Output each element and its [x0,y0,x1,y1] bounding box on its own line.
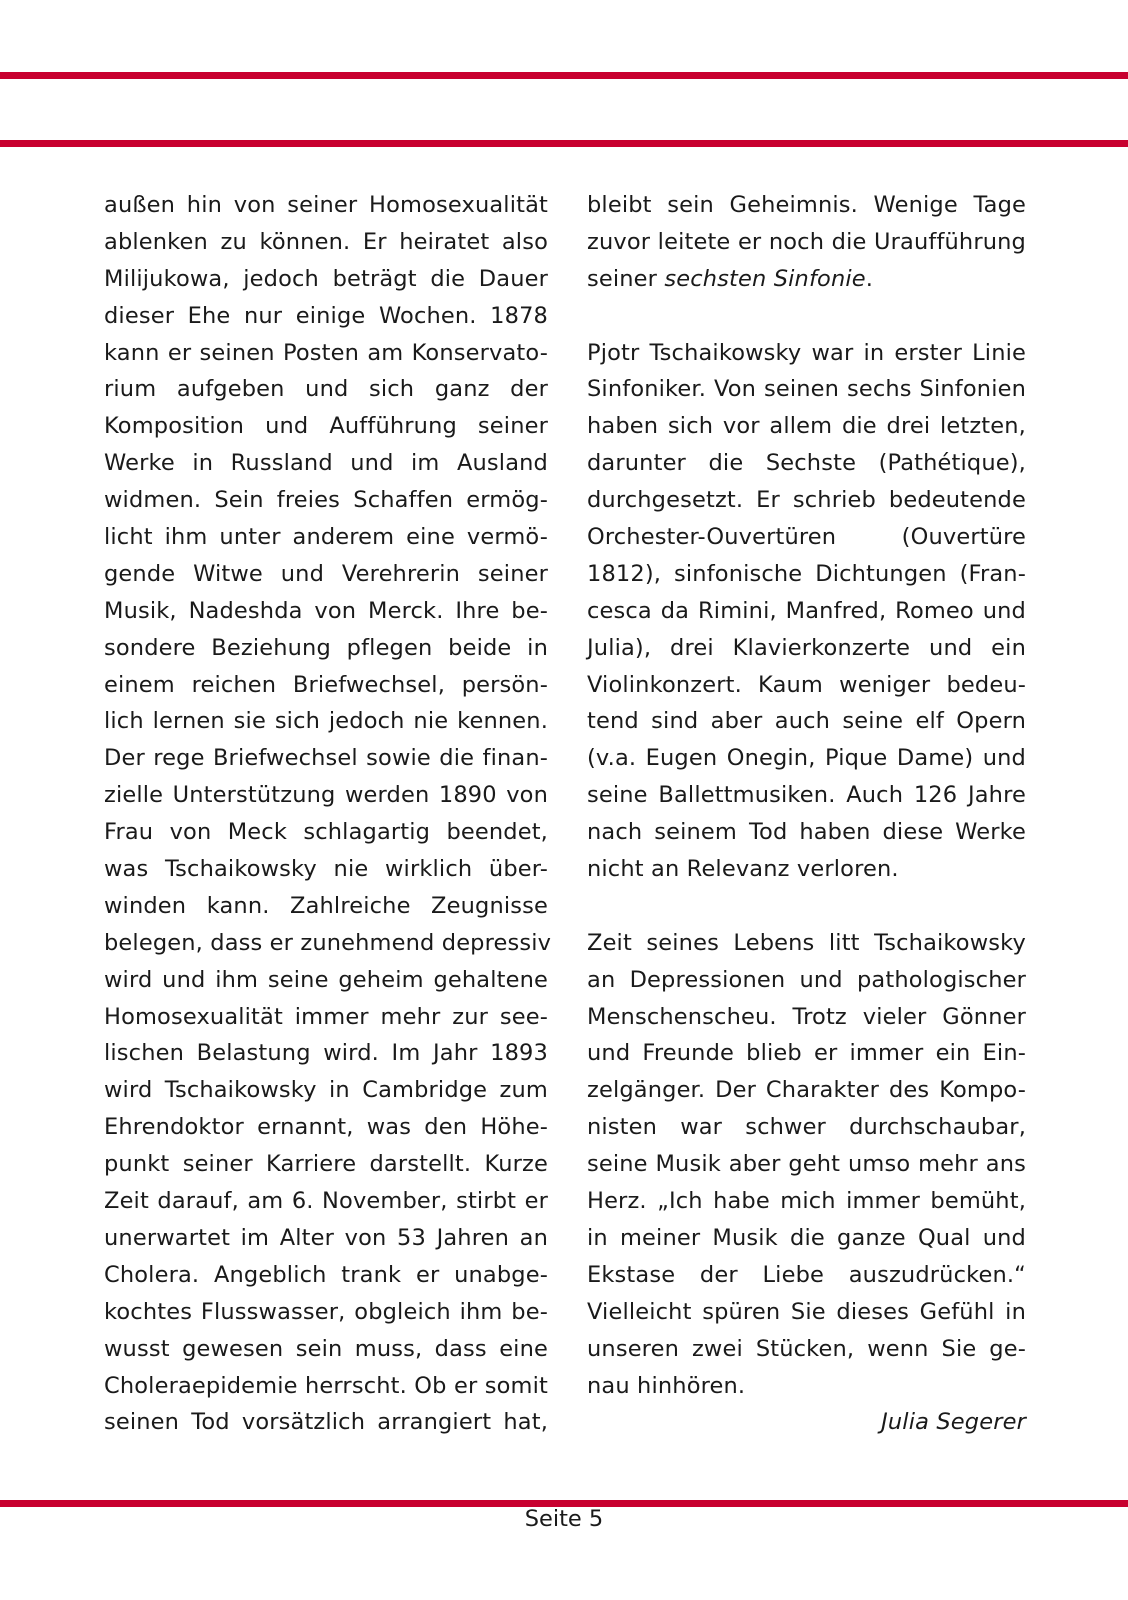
page-footer [0,1500,1128,1534]
text-line: Frau von Meck schlagartig beendet, [104,819,548,846]
paragraph-gap [587,888,1026,925]
text-line: bleibt sein Geheimnis. Wenige Tage [587,192,1026,218]
text-line: Menschenscheu. Trotz vieler Gönner [587,1003,1026,1030]
text-line: einem reichen Briefwechsel, persön- [104,671,548,698]
text-line: Julia), drei Klavierkonzerte und ein [587,634,1026,661]
text-line: Zeit darauf, am 6. November, stirbt er [104,1188,548,1215]
text-line: 1812), sinfonische Dichtungen (Fran- [587,560,1026,587]
text-line: zelgänger. Der Charakter des Kompo- [587,1077,1026,1104]
text-line: Milijukowa, jedoch beträgt die Dauer [104,265,548,292]
text-line: Zeit seines Lebens litt Tschaikowsky [587,929,1026,956]
left-text-column [104,187,552,1441]
text-line: winden kann. Zahlreiche Zeugnisse [104,892,548,919]
text-line: Der rege Briefwechsel sowie die finan- [104,745,548,772]
text-line: lischen Belastung wird. Im Jahr 1893 [104,1040,548,1067]
text-line: sondere Beziehung pflegen beide in [104,634,548,661]
text-line: in meiner Musik die ganze Qual und [587,1224,1026,1251]
page-number: Seite 5 [524,1506,604,1532]
text-line: unerwartet im Alter von 53 Jahren an [104,1224,548,1251]
text-line: tend sind aber auch seine elf Opern [587,708,1026,735]
text-line: Pjotr Tschaikowsky war in erster Linie [587,339,1026,366]
text-line: nau hinhören. [587,1372,746,1399]
text-line: wird Tschaikowsky in Cambridge zum [104,1077,548,1104]
text-line: seine Ballettmusiken. Auch 126 Jahre [587,782,1026,809]
paragraph-character [587,925,1026,1405]
text-line: außen hin von seiner Homosexualität [104,192,548,218]
text-line: Herz. „Ich habe mich immer bemüht, [587,1188,1026,1215]
text-line: rium aufgeben und sich ganz der [104,376,548,403]
text-line: gende Witwe und Verehrerin seiner [104,560,548,587]
text-line: Choleraepidemie herrscht. Ob er somit [104,1372,548,1399]
text-line: Komposition und Aufführung seiner [104,413,548,440]
text-line: licht ihm unter anderem eine vermö- [104,524,548,551]
text-line: zuvor leitete er noch die Uraufführung [587,228,1026,255]
text-line: Musik, Nadeshda von Merck. Ihre be- [104,597,548,624]
text-line: cesca da Rimini, Manfred, Romeo und [587,597,1026,624]
text-line: wusst gewesen sein muss, dass eine [104,1335,548,1362]
text-line: seine Musik aber geht umso mehr ans [587,1151,1026,1178]
text-line: punkt seiner Karriere darstellt. Kurze [104,1151,548,1178]
text-line: Werke in Russland und im Ausland [104,450,548,477]
text-fragment: . [865,265,874,292]
text-line: kann er seinen Posten am Konservato- [104,339,548,366]
author-signature: Julia Segerer [881,1409,1026,1436]
text-line: nach seinem Tod haben diese Werke [587,819,1026,846]
text-line: Orchester-Ouvertüren (Ouvertüre [587,524,1026,551]
text-line: haben sich vor allem die drei letzten, [587,413,1026,440]
text-line: zielle Unterstützung werden 1890 von [104,782,548,809]
text-line: (v.a. Eugen Onegin, Pique Dame) und [587,745,1026,772]
text-line: nisten war schwer durchschaubar, [587,1114,1026,1141]
text-line: Ehrendoktor ernannt, was den Höhe- [104,1114,548,1141]
text-line: dieser Ehe nur einige Wochen. 1878 [104,302,548,329]
text-line: Vielleicht spüren Sie dieses Gefühl in [587,1298,1026,1325]
text-line: Violinkonzert. Kaum weniger bedeu- [587,671,1026,698]
text-line: seinen Tod vorsätzlich arrangiert hat, [104,1409,548,1436]
paragraph-works [587,335,1026,888]
text-line: darunter die Sechste (Pathétique), [587,450,1026,477]
text-line: unseren zwei Stücken, wenn Sie ge- [587,1335,1026,1362]
text-line: nicht an Relevanz verloren. [587,856,899,883]
text-line: durchgesetzt. Er schrieb bedeutende [587,487,1026,514]
work-title-italic: sechsten Sinfonie [664,265,866,292]
text-line: Ekstase der Liebe auszudrücken.“ [587,1261,1026,1288]
header-rule-top [0,72,1128,79]
text-line: lich lernen sie sich jedoch nie kennen. [104,708,548,735]
text-line: kochtes Flusswasser, obgleich ihm be- [104,1298,548,1325]
text-line: was Tschaikowsky nie wirklich über- [104,856,548,883]
text-line: an Depressionen und pathologischer [587,966,1026,993]
paragraph-gap [587,298,1026,335]
text-line: ablenken zu können. Er heiratet also [104,228,548,255]
text-line [587,261,1026,298]
text-line: wird und ihm seine geheim gehaltene [104,966,548,993]
text-line: Homosexualität immer mehr zur see- [104,1003,548,1030]
text-fragment: seiner [587,265,665,292]
right-text-column [587,187,1026,1441]
text-line: und Freunde blieb er immer ein Ein- [587,1040,1026,1067]
text-line: Cholera. Angeblich trank er unabge- [104,1261,548,1288]
header-rule-bottom [0,140,1128,147]
text-line: Sinfoniker. Von seinen sechs Sinfonien [587,376,1026,403]
text-line: belegen, dass er zunehmend depressiv [104,929,552,956]
text-line: widmen. Sein freies Schaffen ermög- [104,487,548,514]
